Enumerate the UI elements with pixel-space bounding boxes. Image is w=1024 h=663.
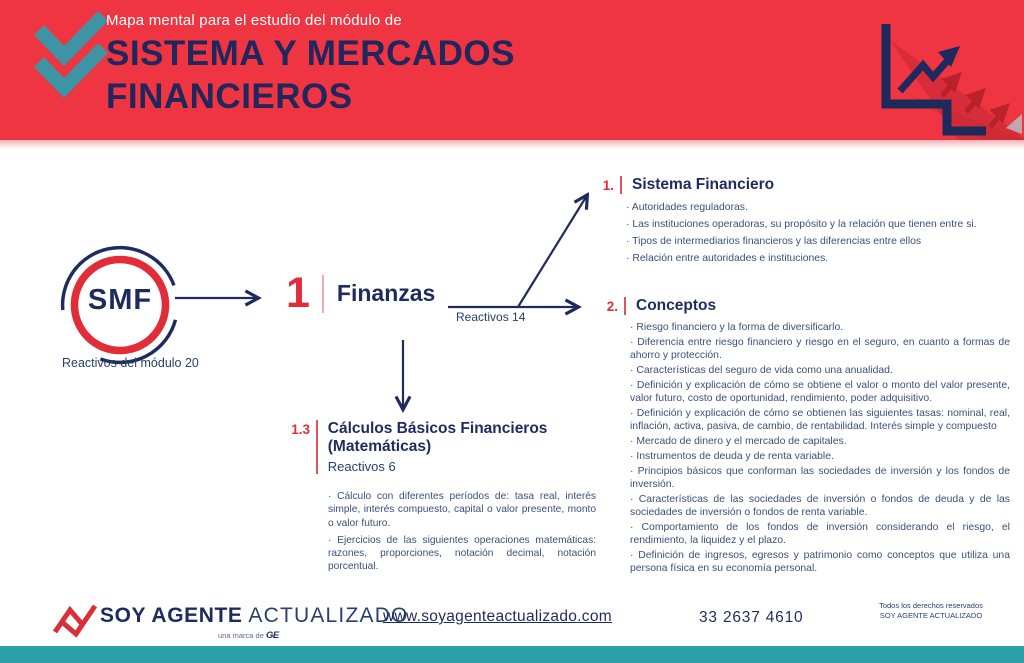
connector-arrows (160, 165, 630, 420)
phone-number: 33 2637 4610 (699, 609, 804, 626)
tagline-text: una marca de (218, 631, 264, 640)
root-node-label: SMF (87, 283, 153, 316)
section-title: Cálculos Básicos Financieros (Matemáticas) (327, 420, 548, 455)
double-check-icon (33, 10, 109, 98)
bullet-item: · Relación entre autoridades e instituciones. (626, 252, 1010, 265)
section-title: Sistema Financiero (632, 176, 775, 193)
bullet-item: · Instrumentos de deuda y de renta variable. (630, 451, 1010, 464)
brand-tagline (218, 630, 279, 641)
tagline-brand-mark: GE (265, 630, 279, 641)
bullet-item: · Características de las sociedades de inversión o fondos de deuda y de las sociedades de inversión o fondos de renta variable. (630, 494, 1010, 519)
banner-shadow (0, 140, 1024, 149)
section-sistema-financiero (590, 176, 994, 269)
bullet-item: · Características del seguro de vida como una anualidad. (630, 365, 1010, 378)
page-title-line1: SISTEMA Y MERCADOS (106, 34, 515, 73)
page-title-line2: FINANCIEROS (106, 77, 353, 116)
header-banner (0, 0, 1024, 140)
page-title (106, 32, 515, 118)
edge-label-reactivos: Reactivos 14 (456, 310, 526, 324)
section-bullets (630, 322, 1010, 575)
bullet-item: · Autoridades reguladoras. (626, 201, 1010, 214)
section-divider (624, 297, 626, 315)
bullet-item: · Definición y explicación de cómo se obtienen las siguientes tasas: nominal, real, inflación, activa, pasiva, de cambio, de rentabilidad. Interés simple y compuesto (630, 408, 1010, 433)
website-link[interactable]: www.soyagenteactualizado.com (383, 608, 612, 625)
bullet-item: · Cálculo con diferentes períodos de: tasa real, interés simple, interés compuesto, capital o valor presente, monto o valor futuro. (328, 490, 596, 530)
section-conceptos (594, 297, 1010, 578)
bullet-item: · Mercado de dinero y el mercado de capitales. (630, 436, 1010, 449)
section-number: 1. (602, 178, 614, 193)
bullet-item: · Definición de ingresos, egresos y patrimonio como conceptos que utiliza una persona física en su economía personal. (630, 550, 1010, 575)
section-bullets (626, 201, 1010, 265)
bullet-item: · Definición y explicación de cómo se obtiene el valor o monto del valor presente, valor futuro, costo de oportunidad, rendimiento, poder adquisitivo. (630, 380, 1010, 405)
copyright-line1: Todos los derechos reservados (879, 601, 983, 610)
growth-chart-icon (850, 0, 1024, 140)
section-number: 1.3 (291, 422, 310, 437)
bullet-item: · Comportamiento de los fondos de inversión considerando el riesgo, el rendimiento, la liquidez y el plazo. (630, 522, 1010, 547)
bullet-item: · Tipos de intermediarios financieros y las diferencias entre ellos (626, 235, 1010, 248)
node-finanzas-number: 1 (286, 269, 310, 317)
section-number: 2. (606, 299, 618, 314)
root-node-caption: Reactivos del módulo 20 (62, 356, 199, 370)
bullet-item: · Riesgo financiero y la forma de diversificarlo. (630, 322, 1010, 335)
copyright-line2: SOY AGENTE ACTUALIZADO (879, 611, 983, 620)
brand-name-bold: SOY AGENTE (100, 604, 243, 627)
copyright-notice (856, 601, 1006, 621)
node-finanzas-label: Finanzas (336, 280, 436, 306)
bullet-item: · Principios básicos que conforman las sociedades de inversión y los fondos de inversión. (630, 466, 1010, 491)
brand-name-light: ACTUALIZADO (248, 604, 409, 627)
bullet-item: · Diferencia entre riesgo financiero y riesgo en el seguro, en cuanto a formas de ahorro y protección. (630, 337, 1010, 362)
section-title: Conceptos (636, 297, 717, 314)
section-subtitle: Reactivos 6 (327, 459, 396, 474)
bullet-item: · Ejercicios de las siguientes operaciones matemáticas: razones, proporciones, notación decimal, notación porcentual. (328, 534, 596, 574)
banner-kicker: Mapa mental para el estudio del módulo de (106, 12, 402, 29)
section-divider (620, 176, 622, 194)
section-divider (316, 420, 318, 474)
section-calculos-basicos (286, 420, 616, 578)
bullet-item: · Las instituciones operadoras, su propósito y la relación que tienen entre si. (626, 218, 1010, 231)
brand-logo-icon (52, 600, 98, 638)
bottom-accent-bar (0, 646, 1024, 663)
section-bullets (328, 490, 596, 574)
brand-wordmark (100, 604, 409, 628)
